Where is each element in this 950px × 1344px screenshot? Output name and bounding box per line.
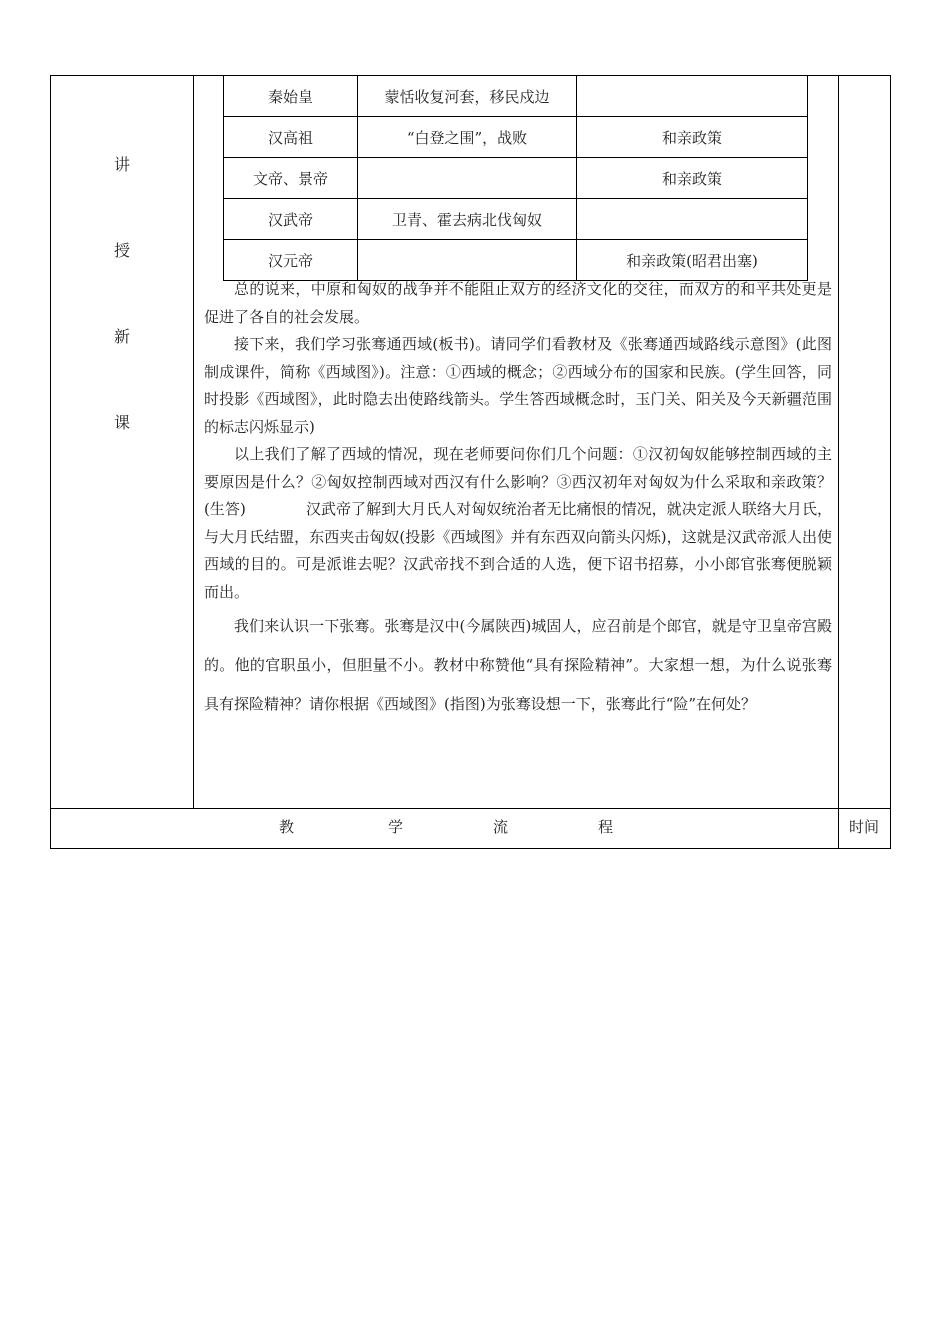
table-cell bbox=[358, 158, 577, 199]
table-cell: 秦始皇 bbox=[224, 76, 358, 117]
table-row bbox=[224, 199, 808, 240]
side-label-char: 授 bbox=[113, 241, 130, 260]
table-cell: “白登之围”，战败 bbox=[358, 117, 577, 158]
table-cell: 汉元帝 bbox=[224, 240, 358, 281]
outer-left-border bbox=[50, 75, 51, 849]
section-divider bbox=[50, 808, 891, 809]
table-cell: 蒙恬收复河套，移民戍边 bbox=[358, 76, 577, 117]
table-row bbox=[224, 117, 808, 158]
side-label-char: 课 bbox=[113, 413, 130, 432]
time-column-header: 时间 bbox=[849, 818, 880, 836]
table-cell: 和亲政策 bbox=[577, 117, 808, 158]
table-row bbox=[224, 158, 808, 199]
paragraph-summary: 总的说来，中原和匈奴的战争并不能阻止双方的经济文化的交往，而双方的和平共处更是促进了各自的社会发展。 bbox=[204, 280, 832, 326]
paragraph-questions: 以上我们了解了西域的情况，现在老师要问你们几个问题：①汉初匈奴能够控制西域的主要原因是什么？②匈奴控制西域对西汉有什么影响？③西汉初年对匈奴为什么采取和亲政策？(生答) 汉武帝了解到大月氏人对匈奴统治者无比痛恨的情况，就决定派人联络大月氏，与大月氏结盟，东西夹击匈奴(投影《西域图》并有东西双向箭头闪烁)，这就是汉武帝派人出使西域的目的。可是派谁去呢？汉武帝找不到合适的人选，便下诏书招募，小小郎官张骞便脱颖而出。 bbox=[204, 445, 832, 601]
table-row bbox=[224, 240, 808, 281]
table-cell: 和亲政策(昭君出塞) bbox=[577, 240, 808, 281]
table-cell bbox=[358, 240, 577, 281]
flow-heading-char: 流 bbox=[493, 818, 509, 836]
table-cell: 汉武帝 bbox=[224, 199, 358, 240]
flow-heading-char: 程 bbox=[598, 818, 614, 836]
time-column-divider bbox=[838, 75, 839, 849]
table-cell: 和亲政策 bbox=[577, 158, 808, 199]
table-cell: 文帝、景帝 bbox=[224, 158, 358, 199]
paragraph-zhang-qian: 我们来认识一下张骞。张骞是汉中(今属陕西)城固人，应召前是个郎官，就是守卫皇帝宫殿的。他的官职虽小，但胆量不小。教材中称赞他“具有探险精神”。大家想一想，为什么说张骞具有探险精神？请你根据《西域图》(指图)为张骞设想一下，张骞此行“险”在何处？ bbox=[204, 617, 832, 713]
label-column-divider bbox=[193, 75, 194, 809]
table-row bbox=[224, 76, 808, 117]
paragraph-western-regions-intro: 接下来，我们学习张骞通西域(板书)。请同学们看教材及《张骞通西域路线示意图》(此图制成课件，简称《西域图》)。注意：①西域的概念；②西域分布的国家和民族。(学生回答，同时投影《西域图》，此时隐去出使路线箭头。学生答西域概念时，玉门关、阳关及今天新疆范围的标志闪烁显示) bbox=[204, 335, 832, 436]
side-label-char: 新 bbox=[113, 327, 130, 346]
table-cell bbox=[577, 76, 808, 117]
table-cell bbox=[577, 199, 808, 240]
flow-heading-char: 教 bbox=[279, 818, 295, 836]
flow-heading-char: 学 bbox=[388, 818, 404, 836]
table-cell: 卫青、霍去病北伐匈奴 bbox=[358, 199, 577, 240]
outer-right-border bbox=[890, 75, 891, 849]
outer-bottom-border bbox=[50, 848, 891, 849]
comparison-table bbox=[223, 75, 808, 281]
table-cell: 汉高祖 bbox=[224, 117, 358, 158]
side-label-char: 讲 bbox=[113, 155, 130, 174]
